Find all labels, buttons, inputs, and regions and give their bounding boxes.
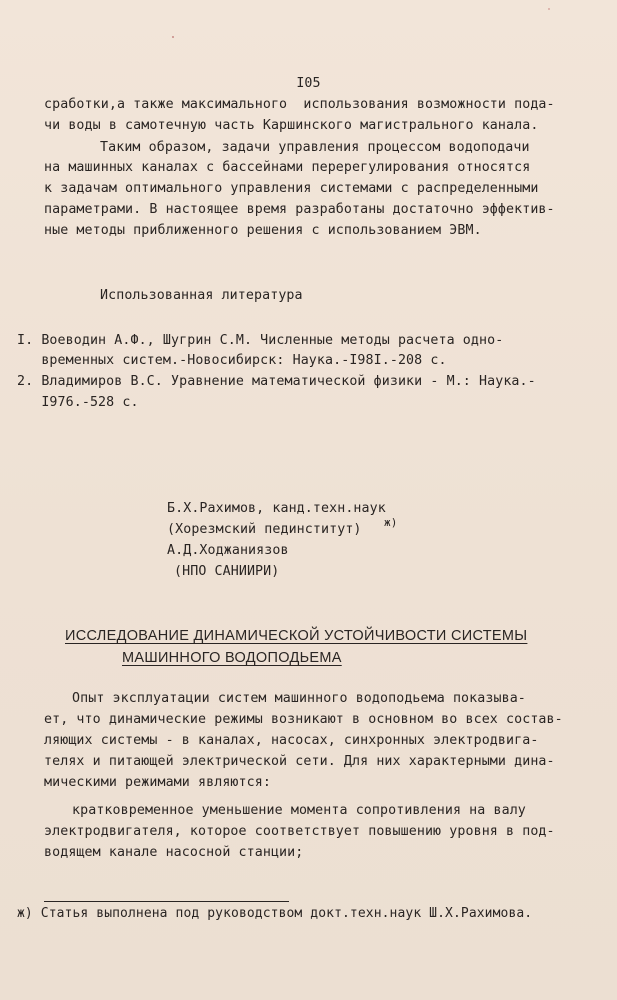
reference-item: I976.-528 с. — [17, 395, 139, 410]
text-line: ляющих системы - в каналах, насосах, синхронных электродвига- — [44, 733, 539, 748]
text-line: мическими режимами являются: — [44, 775, 271, 790]
footnote-mark: ж) — [384, 516, 398, 529]
text-line: ет, что динамические режимы возникают в основном во всех состав- — [44, 712, 563, 727]
page-number: I05 — [296, 76, 321, 91]
text-line: на машинных каналах с бассейнами перерегулирования относятся — [44, 160, 531, 175]
text-line: чи воды в самотечную часть Каршинского магистрального канала. — [44, 118, 539, 133]
text-line: параметрами. В настоящее время разработаны достаточно эффектив- — [44, 202, 555, 217]
text-line: электродвигателя, которое соответствует повышению уровня в под- — [44, 824, 555, 839]
text-line: Таким образом, задачи управления процессом водоподачи — [100, 140, 530, 155]
author-affiliation: (НПО САНИИРИ) — [174, 564, 280, 579]
article-title-line: МАШИННОГО ВОДОПОДЬЕМА — [122, 650, 342, 666]
text-line: сработки,а также максимального использования возможности пода- — [44, 97, 555, 112]
reference-item: 2. Владимиров В.С. Уравнение математической физики - М.: Наука.- — [17, 374, 536, 389]
text-line: к задачам оптимального управления системами с распределенными — [44, 181, 539, 196]
text-line: водящем канале насосной станции; — [44, 845, 304, 860]
text-line: телях и питающей электрической сети. Для них характерными дина- — [44, 754, 555, 769]
footnote-separator — [44, 901, 289, 902]
text-line: кратковременное уменьшение момента сопротивления на валу — [72, 803, 526, 818]
article-title-line: ИССЛЕДОВАНИЕ ДИНАМИЧЕСКОЙ УСТОЙЧИВОСТИ СИСТЕМЫ — [65, 628, 528, 644]
reference-item: I. Воеводин А.Ф., Шугрин С.М. Численные методы расчета одно- — [17, 333, 504, 348]
text-line: ные методы приближенного решения с использованием ЭВМ. — [44, 223, 482, 238]
paper-speck — [172, 36, 174, 38]
reference-item: временных систем.-Новосибирск: Наука.-I98I.-208 с. — [17, 353, 447, 368]
text-line: Опыт эксплуатации систем машинного водоподьема показыва- — [72, 691, 526, 706]
footnote: ж) Статья выполнена под руководством докт.техн.наук Ш.Х.Рахимова. — [17, 906, 533, 921]
author-affiliation: (Хорезмский пединститут) — [167, 522, 362, 537]
references-heading: Использованная литература — [100, 288, 303, 303]
author-name: А.Д.Ходжаниязов — [167, 543, 289, 558]
paper-speck — [548, 8, 550, 10]
author-name: Б.Х.Рахимов, канд.техн.наук — [167, 501, 386, 516]
